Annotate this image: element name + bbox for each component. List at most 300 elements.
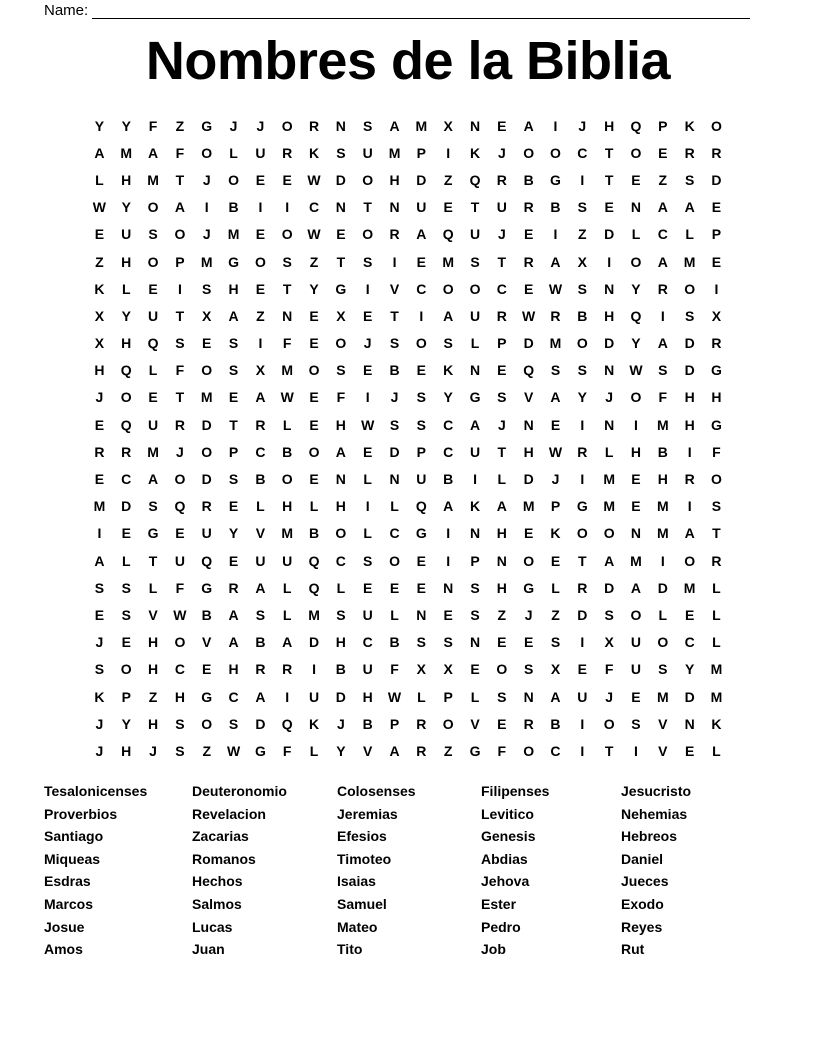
grid-cell[interactable]: O xyxy=(442,715,454,732)
grid-cell[interactable]: L xyxy=(282,416,292,433)
grid-cell[interactable]: N xyxy=(604,280,615,297)
grid-cell[interactable]: G xyxy=(711,362,722,379)
grid-cell[interactable]: E xyxy=(94,471,105,488)
grid-cell[interactable]: I xyxy=(365,498,370,515)
grid-cell[interactable]: A xyxy=(469,416,481,433)
grid-cell[interactable]: J xyxy=(363,335,372,352)
grid-cell[interactable]: H xyxy=(684,416,695,433)
grid-cell[interactable]: A xyxy=(550,389,561,406)
grid-cell[interactable]: U xyxy=(416,199,427,216)
grid-cell[interactable]: C xyxy=(550,742,561,759)
grid-cell[interactable]: V xyxy=(363,742,373,759)
grid-cell[interactable]: T xyxy=(148,552,158,569)
grid-cell[interactable]: O xyxy=(415,335,427,352)
grid-cell[interactable]: X xyxy=(604,634,614,651)
grid-cell[interactable]: O xyxy=(147,199,159,216)
grid-cell[interactable]: R xyxy=(496,171,507,188)
word-list-item[interactable]: Efesios xyxy=(337,828,387,845)
grid-cell[interactable]: E xyxy=(202,661,212,678)
grid-cell[interactable]: O xyxy=(523,552,535,569)
grid-cell[interactable]: S xyxy=(577,199,587,216)
grid-cell[interactable]: E xyxy=(523,280,534,297)
grid-cell[interactable]: P xyxy=(416,144,427,161)
word-list-item[interactable]: Salmos xyxy=(192,895,242,912)
grid-cell[interactable]: E xyxy=(523,525,534,542)
grid-cell[interactable]: F xyxy=(658,389,668,406)
grid-cell[interactable]: T xyxy=(282,280,292,297)
grid-cell[interactable]: S xyxy=(228,471,239,488)
grid-cell[interactable]: O xyxy=(281,471,293,488)
grid-cell[interactable]: O xyxy=(711,117,722,134)
grid-cell[interactable]: U xyxy=(577,688,588,705)
grid-cell[interactable]: F xyxy=(175,144,185,161)
grid-cell[interactable]: I xyxy=(634,742,638,759)
grid-cell[interactable]: I xyxy=(312,661,316,678)
grid-cell[interactable]: C xyxy=(684,634,695,651)
grid-cell[interactable]: E xyxy=(416,552,427,569)
grid-cell[interactable]: V xyxy=(658,742,668,759)
grid-cell[interactable]: U xyxy=(416,471,427,488)
grid-cell[interactable]: E xyxy=(336,226,346,243)
grid-cell[interactable]: M xyxy=(683,579,696,596)
grid-cell[interactable]: H xyxy=(228,280,239,297)
grid-cell[interactable]: C xyxy=(577,144,588,161)
grid-cell[interactable]: S xyxy=(658,661,668,678)
word-list-item[interactable]: Levitico xyxy=(481,805,534,822)
grid-cell[interactable]: O xyxy=(657,634,669,651)
grid-cell[interactable]: C xyxy=(443,416,454,433)
grid-cell[interactable]: H xyxy=(121,335,132,352)
grid-cell[interactable]: X xyxy=(202,307,212,324)
grid-cell[interactable]: S xyxy=(228,362,239,379)
grid-cell[interactable]: I xyxy=(392,253,397,270)
grid-cell[interactable]: J xyxy=(605,389,614,406)
grid-cell[interactable]: N xyxy=(389,199,400,216)
grid-cell[interactable]: E xyxy=(148,280,158,297)
grid-cell[interactable]: T xyxy=(336,253,346,270)
grid-cell[interactable]: V xyxy=(389,280,400,297)
grid-cell[interactable]: R xyxy=(174,416,185,433)
grid-cell[interactable]: W xyxy=(387,688,402,705)
grid-cell[interactable]: S xyxy=(389,335,400,352)
word-list-item[interactable]: Revelacion xyxy=(192,805,266,822)
grid-cell[interactable]: C xyxy=(416,280,427,297)
grid-cell[interactable]: L xyxy=(390,498,399,515)
grid-cell[interactable]: N xyxy=(469,525,481,542)
grid-cell[interactable]: Y xyxy=(309,280,319,297)
grid-cell[interactable]: T xyxy=(175,171,185,188)
grid-cell[interactable]: M xyxy=(630,552,642,569)
grid-cell[interactable]: R xyxy=(550,307,561,324)
grid-cell[interactable]: X xyxy=(577,253,587,270)
grid-cell[interactable]: K xyxy=(469,498,481,515)
grid-cell[interactable]: I xyxy=(365,389,370,406)
grid-cell[interactable]: I xyxy=(580,715,585,732)
grid-cell[interactable]: N xyxy=(630,525,642,542)
grid-cell[interactable]: V xyxy=(470,715,480,732)
grid-cell[interactable]: T xyxy=(175,307,185,324)
grid-cell[interactable]: C xyxy=(121,471,132,488)
grid-cell[interactable]: W xyxy=(280,389,294,406)
grid-cell[interactable]: N xyxy=(469,117,481,134)
grid-cell[interactable]: K xyxy=(308,715,320,732)
grid-cell[interactable]: H xyxy=(282,498,293,515)
grid-cell[interactable]: F xyxy=(175,579,185,596)
grid-cell[interactable]: K xyxy=(443,362,454,379)
grid-cell[interactable]: M xyxy=(388,144,401,161)
grid-cell[interactable]: M xyxy=(522,498,535,515)
grid-cell[interactable]: S xyxy=(443,335,453,352)
grid-cell[interactable]: E xyxy=(631,471,641,488)
grid-cell[interactable]: S xyxy=(711,498,722,515)
grid-cell[interactable]: A xyxy=(228,634,239,651)
grid-cell[interactable]: A xyxy=(228,606,239,623)
grid-cell[interactable]: R xyxy=(416,742,427,759)
grid-cell[interactable]: Y xyxy=(631,280,641,297)
grid-cell[interactable]: B xyxy=(255,634,266,651)
grid-cell[interactable]: P xyxy=(658,117,668,134)
grid-cell[interactable]: V xyxy=(523,389,534,406)
grid-cell[interactable]: J xyxy=(336,715,345,732)
grid-cell[interactable]: D xyxy=(604,335,615,352)
grid-cell[interactable]: S xyxy=(550,634,561,651)
grid-cell[interactable]: R xyxy=(577,579,588,596)
grid-cell[interactable]: I xyxy=(446,525,451,542)
grid-cell[interactable]: O xyxy=(281,226,293,243)
grid-cell[interactable]: E xyxy=(389,579,400,596)
grid-cell[interactable]: U xyxy=(255,552,266,569)
grid-cell[interactable]: N xyxy=(389,471,400,488)
grid-cell[interactable]: S xyxy=(389,416,400,433)
grid-cell[interactable]: Z xyxy=(551,606,560,623)
grid-cell[interactable]: S xyxy=(202,280,212,297)
grid-cell[interactable]: C xyxy=(228,688,239,705)
grid-cell[interactable]: E xyxy=(94,606,105,623)
grid-cell[interactable]: E xyxy=(121,525,131,542)
grid-cell[interactable]: I xyxy=(687,443,692,460)
grid-cell[interactable]: S xyxy=(631,715,641,732)
grid-cell[interactable]: E xyxy=(175,525,185,542)
grid-cell[interactable]: S xyxy=(416,416,427,433)
grid-cell[interactable]: M xyxy=(308,606,320,623)
grid-cell[interactable]: D xyxy=(684,362,695,379)
grid-cell[interactable]: U xyxy=(496,199,507,216)
grid-cell[interactable]: J xyxy=(176,443,184,460)
grid-cell[interactable]: L xyxy=(417,688,426,705)
grid-cell[interactable]: S xyxy=(443,634,453,651)
grid-cell[interactable]: F xyxy=(148,117,158,134)
grid-cell[interactable]: L xyxy=(712,634,721,651)
grid-cell[interactable]: O xyxy=(254,253,266,270)
grid-cell[interactable]: E xyxy=(309,471,319,488)
grid-cell[interactable]: R xyxy=(684,471,695,488)
grid-cell[interactable]: S xyxy=(684,171,695,188)
grid-cell[interactable]: T xyxy=(578,552,587,569)
grid-cell[interactable]: I xyxy=(365,280,370,297)
grid-cell[interactable]: J xyxy=(605,688,614,705)
grid-cell[interactable]: G xyxy=(469,389,481,406)
grid-cell[interactable]: A xyxy=(684,525,695,542)
grid-cell[interactable]: L xyxy=(148,579,158,596)
grid-cell[interactable]: N xyxy=(335,117,346,134)
grid-cell[interactable]: G xyxy=(415,525,427,542)
grid-cell[interactable]: S xyxy=(255,606,266,623)
grid-cell[interactable]: W xyxy=(629,362,643,379)
grid-cell[interactable]: E xyxy=(255,171,266,188)
grid-cell[interactable]: Q xyxy=(415,498,427,515)
grid-cell[interactable]: R xyxy=(121,443,132,460)
grid-cell[interactable]: M xyxy=(656,688,669,705)
grid-cell[interactable]: X xyxy=(336,307,346,324)
grid-cell[interactable]: Q xyxy=(281,715,293,732)
grid-cell[interactable]: E xyxy=(121,634,131,651)
word-list-item[interactable]: Santiago xyxy=(44,828,104,845)
grid-cell[interactable]: Z xyxy=(256,307,265,324)
grid-cell[interactable]: S xyxy=(577,362,587,379)
grid-cell[interactable]: M xyxy=(120,144,133,161)
grid-cell[interactable]: E xyxy=(202,335,212,352)
grid-cell[interactable]: S xyxy=(577,280,587,297)
word-list-item[interactable]: Hebreos xyxy=(621,828,678,845)
grid-cell[interactable]: F xyxy=(175,362,185,379)
grid-cell[interactable]: O xyxy=(389,552,400,569)
word-list-item[interactable]: Rut xyxy=(621,941,645,958)
grid-cell[interactable]: U xyxy=(362,606,373,623)
grid-cell[interactable]: W xyxy=(173,606,187,623)
grid-cell[interactable]: G xyxy=(201,117,213,134)
grid-cell[interactable]: E xyxy=(497,117,507,134)
grid-cell[interactable]: O xyxy=(201,362,213,379)
grid-cell[interactable]: A xyxy=(523,117,534,134)
grid-cell[interactable]: E xyxy=(416,362,427,379)
grid-cell[interactable]: N xyxy=(684,715,695,732)
grid-cell[interactable]: L xyxy=(336,579,346,596)
grid-cell[interactable]: S xyxy=(94,661,105,678)
grid-cell[interactable]: D xyxy=(335,688,346,705)
grid-cell[interactable]: E xyxy=(658,144,668,161)
grid-cell[interactable]: C xyxy=(389,525,400,542)
grid-cell[interactable]: S xyxy=(336,144,346,161)
grid-cell[interactable]: S xyxy=(148,226,158,243)
grid-cell[interactable]: P xyxy=(389,715,400,732)
grid-cell[interactable]: Y xyxy=(684,661,695,678)
grid-cell[interactable]: O xyxy=(308,443,320,460)
grid-cell[interactable]: S xyxy=(336,362,346,379)
grid-cell[interactable]: K xyxy=(94,688,105,705)
grid-cell[interactable]: R xyxy=(711,335,722,352)
grid-cell[interactable]: O xyxy=(630,389,642,406)
grid-cell[interactable]: E xyxy=(94,416,105,433)
grid-cell[interactable]: Z xyxy=(578,226,587,243)
word-list-item[interactable]: Zacarias xyxy=(192,828,249,845)
grid-cell[interactable]: Q xyxy=(630,307,642,324)
grid-cell[interactable]: D xyxy=(684,688,695,705)
grid-cell[interactable]: X xyxy=(443,117,453,134)
grid-cell[interactable]: L xyxy=(470,335,480,352)
grid-cell[interactable]: G xyxy=(228,253,239,270)
grid-cell[interactable]: P xyxy=(121,688,131,705)
grid-cell[interactable]: I xyxy=(580,634,585,651)
grid-cell[interactable]: I xyxy=(714,280,719,297)
grid-cell[interactable]: O xyxy=(308,362,320,379)
grid-cell[interactable]: D xyxy=(523,335,534,352)
grid-cell[interactable]: O xyxy=(684,552,696,569)
grid-cell[interactable]: E xyxy=(309,416,319,433)
grid-cell[interactable]: O xyxy=(442,280,454,297)
grid-cell[interactable]: X xyxy=(711,307,722,324)
grid-cell[interactable]: R xyxy=(416,715,427,732)
grid-cell[interactable]: E xyxy=(228,389,239,406)
grid-cell[interactable]: W xyxy=(307,171,321,188)
grid-cell[interactable]: E xyxy=(443,606,453,623)
grid-cell[interactable]: C xyxy=(657,226,668,243)
grid-cell[interactable]: E xyxy=(550,416,561,433)
grid-cell[interactable]: D xyxy=(711,171,722,188)
grid-cell[interactable]: U xyxy=(255,144,266,161)
grid-cell[interactable]: Y xyxy=(121,715,131,732)
grid-cell[interactable]: E xyxy=(255,226,266,243)
grid-cell[interactable]: B xyxy=(523,171,534,188)
grid-cell[interactable]: O xyxy=(174,634,186,651)
grid-cell[interactable]: U xyxy=(174,552,185,569)
grid-cell[interactable]: Z xyxy=(443,171,453,188)
grid-cell[interactable]: C xyxy=(496,280,507,297)
grid-cell[interactable]: O xyxy=(174,226,186,243)
grid-cell[interactable]: M xyxy=(710,661,723,678)
grid-cell[interactable]: R xyxy=(711,552,722,569)
grid-cell[interactable]: S xyxy=(470,606,480,623)
grid-cell[interactable]: L xyxy=(390,606,399,623)
grid-cell[interactable]: S xyxy=(523,661,534,678)
grid-cell[interactable]: S xyxy=(470,579,480,596)
grid-cell[interactable]: C xyxy=(174,661,185,678)
grid-cell[interactable]: E xyxy=(470,661,480,678)
word-list-item[interactable]: Tito xyxy=(337,941,363,958)
grid-cell[interactable]: T xyxy=(497,253,507,270)
grid-cell[interactable]: E xyxy=(631,498,641,515)
grid-cell[interactable]: R xyxy=(201,498,212,515)
grid-cell[interactable]: S xyxy=(416,634,427,651)
grid-cell[interactable]: E xyxy=(416,579,427,596)
grid-cell[interactable]: H xyxy=(630,443,642,460)
grid-cell[interactable]: I xyxy=(553,117,558,134)
grid-cell[interactable]: A xyxy=(657,253,668,270)
grid-cell[interactable]: Q xyxy=(120,362,132,379)
grid-cell[interactable]: M xyxy=(227,226,240,243)
grid-cell[interactable]: Y xyxy=(121,117,131,134)
grid-cell[interactable]: C xyxy=(362,634,373,651)
grid-cell[interactable]: C xyxy=(308,199,320,216)
word-list-item[interactable]: Reyes xyxy=(621,918,663,935)
grid-cell[interactable]: U xyxy=(469,226,481,243)
grid-cell[interactable]: I xyxy=(580,471,585,488)
grid-cell[interactable]: M xyxy=(603,498,615,515)
grid-cell[interactable]: N xyxy=(335,471,346,488)
grid-cell[interactable]: E xyxy=(577,661,587,678)
grid-cell[interactable]: G xyxy=(711,416,722,433)
grid-cell[interactable]: L xyxy=(470,688,480,705)
grid-cell[interactable]: B xyxy=(228,199,239,216)
grid-cell[interactable]: M xyxy=(549,335,562,352)
grid-cell[interactable]: W xyxy=(522,307,536,324)
grid-cell[interactable]: S xyxy=(94,579,105,596)
grid-cell[interactable]: S xyxy=(336,606,346,623)
grid-cell[interactable]: Q xyxy=(523,362,535,379)
grid-cell[interactable]: L xyxy=(282,606,292,623)
grid-cell[interactable]: R xyxy=(577,443,588,460)
grid-cell[interactable]: E xyxy=(363,443,373,460)
grid-cell[interactable]: O xyxy=(523,742,535,759)
grid-cell[interactable]: R xyxy=(255,416,266,433)
grid-cell[interactable]: H xyxy=(684,389,695,406)
grid-cell[interactable]: E xyxy=(497,634,507,651)
grid-cell[interactable]: E xyxy=(550,552,561,569)
grid-cell[interactable]: N xyxy=(496,552,507,569)
grid-cell[interactable]: E xyxy=(309,335,319,352)
grid-cell[interactable]: V xyxy=(202,634,212,651)
grid-cell[interactable]: N xyxy=(523,416,534,433)
grid-cell[interactable]: P xyxy=(443,688,453,705)
grid-cell[interactable]: R xyxy=(282,144,293,161)
grid-cell[interactable]: H xyxy=(148,715,159,732)
grid-cell[interactable]: Z xyxy=(658,171,668,188)
grid-cell[interactable]: M xyxy=(656,416,669,433)
grid-cell[interactable]: Z xyxy=(443,742,453,759)
grid-cell[interactable]: E xyxy=(497,362,507,379)
grid-cell[interactable]: S xyxy=(416,389,427,406)
grid-cell[interactable]: J xyxy=(256,117,265,134)
grid-cell[interactable]: C xyxy=(335,552,346,569)
grid-cell[interactable]: F xyxy=(390,661,399,678)
grid-cell[interactable]: B xyxy=(657,443,668,460)
grid-cell[interactable]: O xyxy=(362,226,374,243)
grid-cell[interactable]: N xyxy=(469,634,481,651)
grid-cell[interactable]: K xyxy=(550,525,561,542)
word-list-item[interactable]: Hechos xyxy=(192,873,243,890)
grid-cell[interactable]: E xyxy=(604,199,614,216)
grid-cell[interactable]: D xyxy=(577,606,588,623)
grid-cell[interactable]: D xyxy=(121,498,132,515)
grid-cell[interactable]: I xyxy=(660,552,665,569)
grid-cell[interactable]: S xyxy=(148,498,158,515)
grid-cell[interactable]: I xyxy=(177,280,182,297)
grid-cell[interactable]: B xyxy=(308,525,320,542)
grid-cell[interactable]: H xyxy=(523,443,534,460)
grid-cell[interactable]: A xyxy=(335,443,346,460)
grid-cell[interactable]: S xyxy=(363,253,373,270)
grid-cell[interactable]: M xyxy=(603,471,615,488)
grid-cell[interactable]: B xyxy=(389,634,400,651)
grid-cell[interactable]: R xyxy=(684,144,695,161)
grid-cell[interactable]: S xyxy=(363,117,373,134)
grid-cell[interactable]: P xyxy=(470,552,480,569)
word-list-item[interactable]: Genesis xyxy=(481,828,536,845)
grid-cell[interactable]: H xyxy=(711,389,722,406)
grid-cell[interactable]: A xyxy=(496,498,507,515)
grid-cell[interactable]: L xyxy=(712,579,721,596)
grid-cell[interactable]: O xyxy=(684,280,696,297)
grid-cell[interactable]: W xyxy=(226,742,241,759)
grid-cell[interactable]: G xyxy=(469,742,481,759)
grid-cell[interactable]: S xyxy=(684,307,695,324)
grid-cell[interactable]: R xyxy=(94,443,105,460)
grid-cell[interactable]: Z xyxy=(309,253,319,270)
word-list-item[interactable]: Josue xyxy=(44,918,85,935)
grid-cell[interactable]: M xyxy=(442,253,455,270)
word-list-item[interactable]: Jueces xyxy=(621,873,669,890)
grid-cell[interactable]: B xyxy=(335,661,346,678)
grid-cell[interactable]: A xyxy=(657,199,668,216)
